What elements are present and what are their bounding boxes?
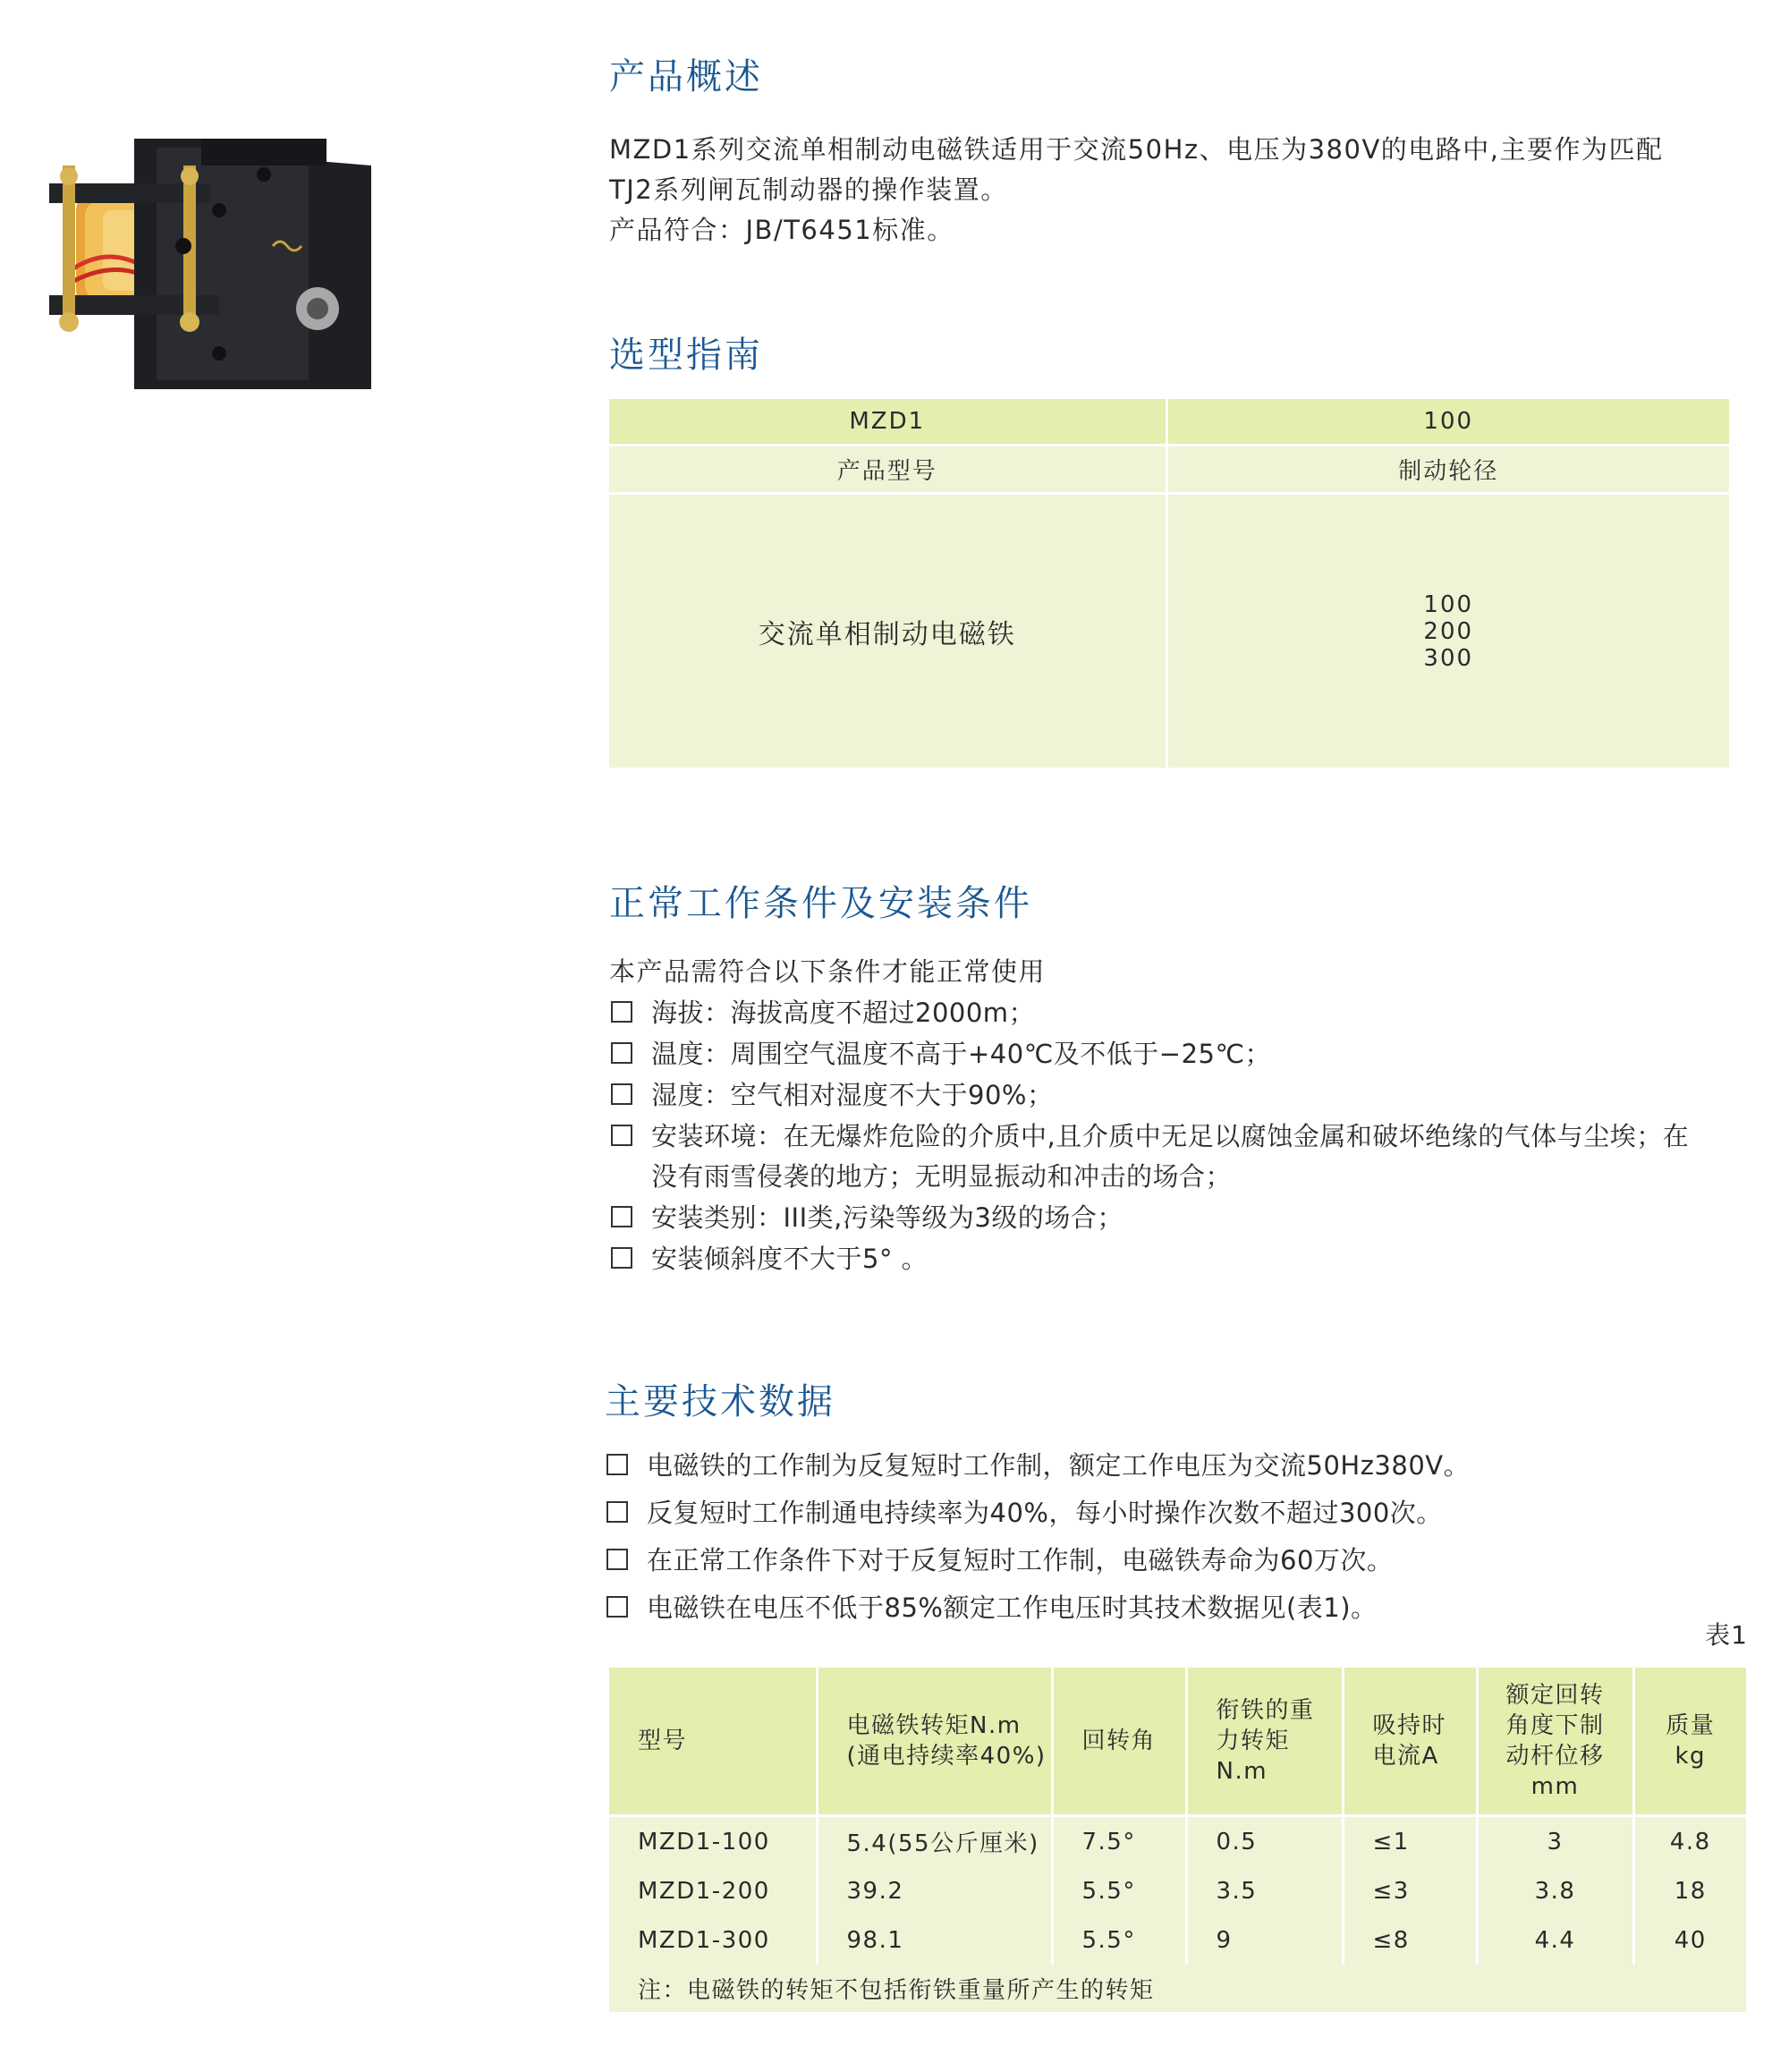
header-line: 额定回转: [1505, 1682, 1605, 1709]
table-cell: 5.5°: [1052, 1866, 1186, 1915]
checkbox-icon: [611, 1125, 632, 1146]
list-item-text: 反复短时工作制通电持续率为40%，每小时操作次数不超过300次。: [647, 1498, 1443, 1528]
header-line: mm: [1530, 1773, 1580, 1800]
table-cell: MZD1-100: [609, 1816, 817, 1867]
overview-line: 产品符合：JB/T6451标准。: [609, 215, 954, 245]
table-row: [609, 446, 1729, 494]
table-cell: ≤1: [1343, 1816, 1477, 1867]
checkbox-icon: [606, 1501, 628, 1523]
header-line: 衔铁的重: [1216, 1697, 1315, 1724]
header-line: 电流A: [1372, 1743, 1439, 1770]
conditions-list: [609, 993, 1763, 1279]
table-cell: 0.5: [1186, 1816, 1343, 1867]
list-item-text: 温度：周围空气温度不高于+40℃及不低于−25℃；: [651, 1039, 1272, 1069]
table-cell: 5.5°: [1052, 1915, 1186, 1965]
column-header: [1343, 1668, 1477, 1816]
checkbox-icon: [611, 1247, 632, 1269]
list-item-text: 在正常工作条件下对于反复短时工作制，电磁铁寿命为60万次。: [647, 1545, 1394, 1575]
techdata-table: [609, 1668, 1746, 2012]
table-cell: 98.1: [817, 1915, 1052, 1965]
column-header: [1186, 1668, 1343, 1816]
header-line: 力转矩: [1216, 1728, 1291, 1754]
column-header: [817, 1668, 1052, 1816]
table-cell: MZD1-200: [609, 1866, 817, 1915]
overview-heading: 产品概述: [609, 56, 763, 98]
checkbox-icon: [611, 1042, 632, 1064]
checkbox-icon: [611, 1083, 632, 1105]
table-cell: 18: [1633, 1866, 1746, 1915]
list-item-text: 安装倾斜度不大于5° 。: [651, 1244, 928, 1274]
header-line: 吸持时: [1372, 1712, 1447, 1739]
table-cell: 产品型号: [609, 446, 1166, 494]
conditions-intro: 本产品需符合以下条件才能正常使用: [609, 956, 1047, 987]
table-row: [609, 494, 1729, 769]
column-header: [609, 1668, 817, 1816]
header-line: 型号: [638, 1728, 688, 1754]
list-item: [605, 1493, 1759, 1533]
checkbox-icon: [611, 1001, 632, 1023]
header-line: 角度下制: [1505, 1712, 1605, 1739]
table-label: 表1: [1705, 1620, 1748, 1650]
column-header: [1477, 1668, 1633, 1816]
table-cell: 4.4: [1477, 1915, 1633, 1965]
list-item-text: 电磁铁在电压不低于85%额定工作电压时其技术数据见(表1)。: [647, 1592, 1378, 1623]
list-item-text: 安装类别：III类,污染等级为3级的场合；: [651, 1202, 1123, 1233]
table-cell: ≤8: [1343, 1915, 1477, 1965]
table-cell: MZD1-300: [609, 1915, 817, 1965]
table-cell: 4.8: [1633, 1816, 1746, 1867]
techdata-list: [605, 1446, 1759, 1628]
list-item-text: 电磁铁的工作制为反复短时工作制，额定工作电压为交流50Hz380V。: [647, 1450, 1471, 1481]
table-cell: 3: [1477, 1816, 1633, 1867]
list-item: [609, 1198, 1763, 1238]
diameter-value: 300: [1423, 644, 1474, 672]
list-item: [609, 1075, 1763, 1116]
checkbox-icon: [606, 1549, 628, 1570]
checkbox-icon: [606, 1454, 628, 1475]
header-line: 质量: [1666, 1712, 1716, 1739]
diameter-cell: [1166, 494, 1729, 769]
list-item-text: 海拔：海拔高度不超过2000m；: [651, 998, 1036, 1028]
table-cell: 40: [1633, 1915, 1746, 1965]
list-item: [605, 1588, 1759, 1628]
column-header: [1052, 1668, 1186, 1816]
header-line: N.m: [1216, 1758, 1268, 1785]
diameter-value: 200: [1423, 617, 1474, 645]
list-item-text: 湿度：空气相对湿度不大于90%；: [651, 1080, 1054, 1110]
table-cell: 39.2: [817, 1866, 1052, 1915]
list-item-text: 安装环境：在无爆炸危险的介质中,且介质中无足以腐蚀金属和破坏绝缘的气体与尘埃；在: [651, 1121, 1690, 1151]
overview-line: MZD1系列交流单相制动电磁铁适用于交流50Hz、电压为380V的电路中,主要作为匹配: [609, 134, 1664, 165]
table-header-row: [609, 1668, 1746, 1816]
header-line: 动杆位移: [1505, 1743, 1605, 1770]
selection-heading: 选型指南: [609, 335, 763, 376]
header-line: kg: [1675, 1743, 1707, 1770]
table-row: [609, 1816, 1746, 1867]
table-cell: 5.4(55公斤厘米): [817, 1816, 1052, 1867]
header-line: 回转角: [1081, 1728, 1157, 1754]
column-header: [1633, 1668, 1746, 1816]
header-line: (通电持续率40%): [846, 1743, 1047, 1770]
conditions-heading: 正常工作条件及安装条件: [609, 883, 1032, 924]
table-row: [609, 1866, 1746, 1915]
checkbox-icon: [611, 1206, 632, 1227]
selection-table: [609, 399, 1729, 768]
table-note: 注：电磁铁的转矩不包括衔铁重量所产生的转矩: [609, 1965, 1746, 2012]
table-cell: 3.5: [1186, 1866, 1343, 1915]
table-cell: 100: [1166, 399, 1729, 446]
diameter-value: 100: [1423, 590, 1474, 618]
table-cell: 7.5°: [1052, 1816, 1186, 1867]
table-row: [609, 399, 1729, 446]
list-item: [609, 993, 1763, 1033]
list-item: [609, 1117, 1763, 1197]
product-photo: [49, 139, 479, 389]
techdata-heading: 主要技术数据: [605, 1381, 835, 1422]
table-cell: ≤3: [1343, 1866, 1477, 1915]
table-note-row: [609, 1965, 1746, 2012]
table-cell: MZD1: [609, 399, 1166, 446]
list-item: [605, 1541, 1759, 1581]
list-item: [605, 1446, 1759, 1486]
list-item: [609, 1034, 1763, 1074]
table-cell: 9: [1186, 1915, 1343, 1965]
checkbox-icon: [606, 1596, 628, 1618]
list-item-text: 没有雨雪侵袭的地方；无明显振动和冲击的场合；: [651, 1161, 1233, 1192]
product-name-cell: 交流单相制动电磁铁: [609, 494, 1166, 769]
table-cell: 制动轮径: [1166, 446, 1729, 494]
header-line: 电磁铁转矩N.m: [846, 1712, 1022, 1739]
table-row: [609, 1915, 1746, 1965]
table-cell: 3.8: [1477, 1866, 1633, 1915]
overview-text: [609, 130, 1763, 251]
overview-line: TJ2系列闸瓦制动器的操作装置。: [609, 174, 1008, 205]
list-item: [609, 1239, 1763, 1279]
